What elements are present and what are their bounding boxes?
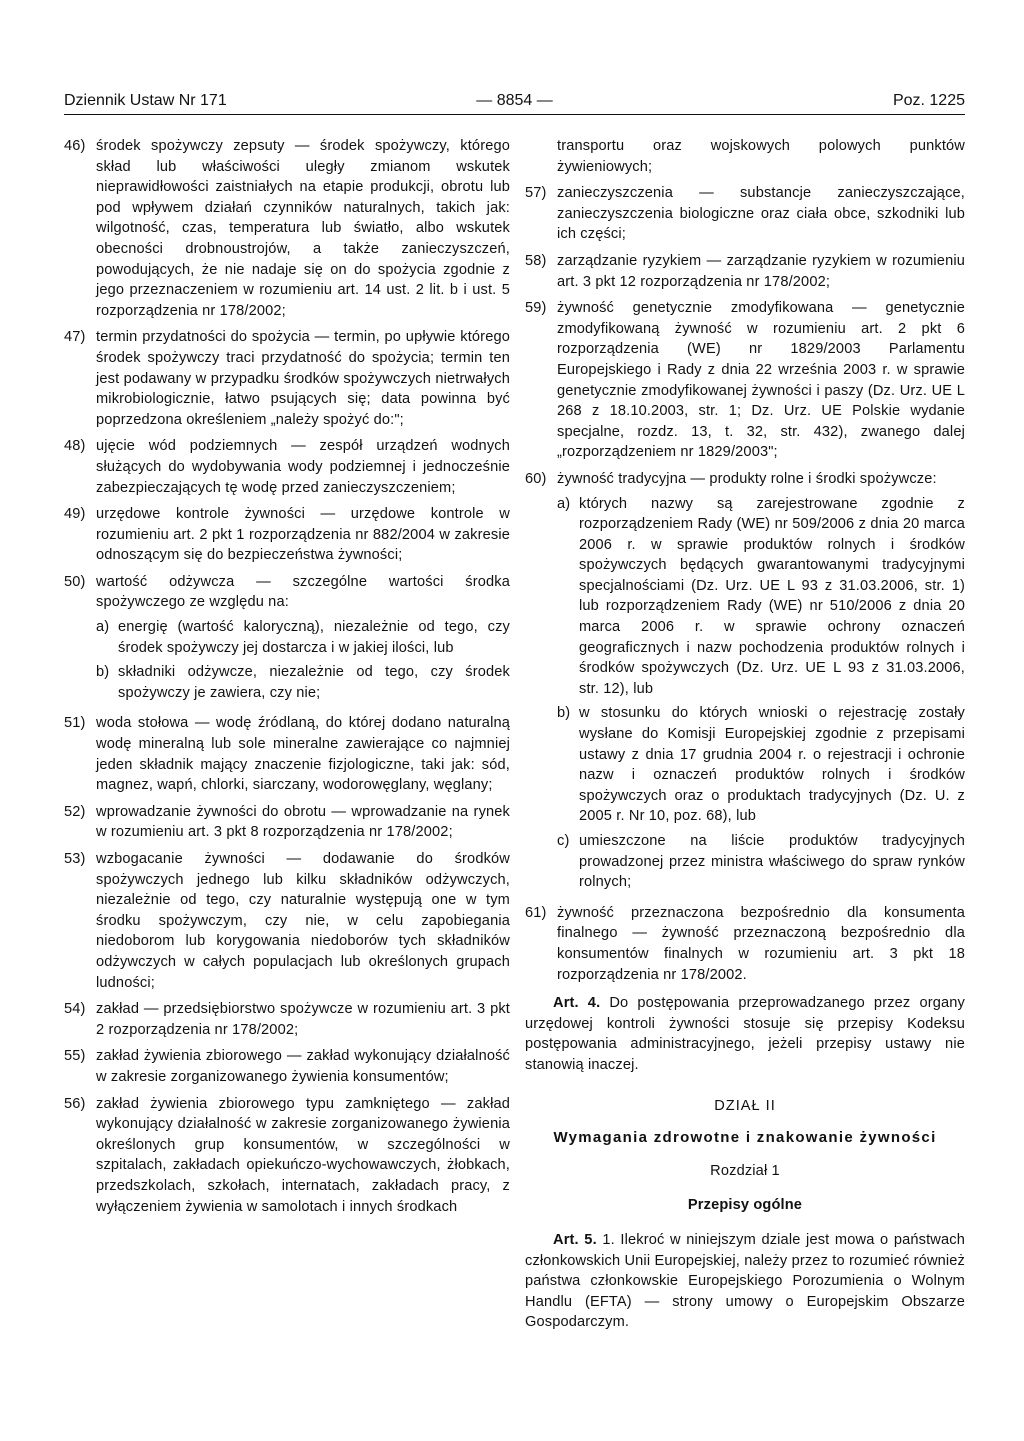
chapter-heading: Rozdział 1: [710, 1162, 780, 1179]
definition-text: żywność przeznaczona bezpośrednio dla konsumenta finalnego — żywność przeznaczoną bezpośrednio dla konsumentów finalnych w rozumieniu art. 3 pkt 18 rozporządzenia nr 178/2002.: [557, 904, 965, 983]
article-4: [525, 993, 965, 1075]
definition-body: [557, 251, 965, 292]
sub-item: [557, 703, 965, 827]
definition-number: 53): [64, 851, 86, 867]
definition-text: termin przydatności do spożycia — termin, po upływie którego środek spożywczy traci przydatność do spożycia; termin ten jest podawany w przypadku środków spożywczych nietrwałych mikrobiologicznie, łatwo psujących się; data powinna być poprzedzona określeniem „należy spożyć do:";: [96, 329, 510, 428]
definition-body: [96, 572, 510, 708]
definition-item: [64, 327, 510, 430]
definition-body: [96, 713, 510, 795]
definition-number: 58): [525, 252, 547, 269]
definition-number: 51): [64, 715, 86, 732]
definition-text: urzędowe kontrole żywności — urzędowe kontrole w rozumieniu art. 2 pkt 1 rozporządzenia nr 882/2004 w zakresie odnoszącym się do bezpieczeństwa żywności;: [96, 506, 510, 564]
article-4-text: Do postępowania przeprowadzanego przez organy urzędowej kontroli żywności stosuje się przepisy Kodeksu postępowania administracyjnego, jeżeli przepisy ustawy nie stanowią inaczej.: [525, 995, 965, 1073]
definition-item: [525, 183, 965, 245]
definition-number: 48): [64, 438, 86, 455]
article-5-text: 1. Ilekroć w niniejszym dziale jest mowa o państwach członkowskich Unii Europejskiej, należy przez to rozumieć również państwa członkowskie Europejskiego Porozumienia o Wolnym Handlu (EFTA) — strony umowy o Europejskim Obszarze Gospodarczym.: [525, 1231, 965, 1331]
definition-item: [64, 1046, 510, 1087]
definition-text: woda stołowa — wodę źródlaną, do której dodano naturalną wodę mineralną lub sole mineralne zawierające co najmniej jeden składnik mający znaczenie fizjologiczne, taki jak: sód, magnez, wapń, chlorki, siarczany, wodorowęglany, węglany;: [96, 715, 510, 794]
definition-text: wartość odżywcza — szczególne wartości środka spożywczego ze względu na:: [96, 573, 510, 611]
definition-text: żywność genetycznie zmodyfikowana — genetycznie zmodyfikowaną żywność w rozumieniu art. 2 pkt 6 rozporządzenia (WE) nr 1829/2003 Parlamentu Europejskiego i Rady z dnia 22 września 2003 r. w sprawie genetycznie zmodyfikowanej żywności i paszy (Dz. Urz. UE L 268 z 18.10.2003, str. 1; Dz. Urz. UE Polskie wydanie specjalne, rozdz. 13, t. 32, str. 432), zwanego dalej „rozporządzeniem nr 1829/2003";: [557, 300, 965, 461]
definition-text: wzbogacanie żywności — dodawanie do środków spożywczych jednego lub kilku składników odżywczych, niezależnie od tego, czy naturalnie występują one w tym środku spożywczym, czy nie, w celu zapobiegania niedoborom lub korygowania niedoborów tych składników odżywczych w całych populacjach lub określonych grupach ludności;: [96, 851, 510, 991]
definition-item: [64, 136, 510, 321]
definition-number: 50): [64, 573, 86, 590]
sub-item: [96, 617, 510, 658]
definition-item: [64, 1094, 510, 1218]
sub-item-text: składniki odżywcze, niezależnie od tego, czy środek spożywczy je zawiera, czy nie;: [118, 664, 510, 701]
sub-item: [557, 831, 965, 893]
chapter-title: Przepisy ogólne: [687, 1197, 803, 1214]
definition-item: [525, 251, 965, 292]
definition-item: [525, 298, 965, 463]
definition-text: zanieczyszczenia — substancje zanieczyszczające, zanieczyszczenia biologiczne oraz ciała obce, szkodniki lub ich części;: [557, 185, 965, 243]
sub-item-text: energię (wartość kaloryczną), niezależnie od tego, czy środek spożywczy jej dostarcza i w jakiej ilości, lub: [118, 619, 510, 656]
article-4-label: Art. 4.: [553, 995, 601, 1012]
definition-body: [557, 183, 965, 245]
division-heading: DZIAŁ II: [714, 1097, 776, 1114]
page-number: — 8854 —: [476, 92, 553, 109]
definition-text: wprowadzanie żywności do obrotu — wprowadzanie na rynek w rozumieniu art. 3 pkt 8 rozporządzenia nr 178/2002;: [96, 803, 510, 841]
sub-item: [557, 494, 965, 700]
sub-item-text: których nazwy są zarejestrowane zgodnie z rozporządzeniem Rady (WE) nr 509/2006 z dnia 20 marca 2006 r. w sprawie produktów rolnych i środków spożywczych będących gwarantowanymi tradycyjnymi specjalnościami (Dz. Urz. UE L 93 z 31.03.2006, str. 1) lub rozporządzeniem Rady (WE) nr 510/2006 z dnia 20 marca 2006 r. w sprawie ochrony oznaczeń geograficznych i nazw pochodzenia produktów rolnych i środków spożywczych (Dz. Urz. UE L 93 z 31.03.2006, str. 12), lub: [579, 495, 965, 697]
article-5-label: Art. 5.: [553, 1231, 597, 1248]
definition-body: [557, 298, 965, 463]
sub-item-letter: b): [96, 664, 110, 681]
definition-text: zarządzanie ryzykiem — zarządzanie ryzykiem w rozumieniu art. 3 pkt 12 rozporządzenia nr 178/2002;: [557, 252, 965, 290]
definition-body: [96, 1046, 510, 1087]
definition-continuation: transportu oraz wojskowych polowych punktów żywieniowych;: [557, 138, 965, 175]
right-definitions: [525, 183, 965, 985]
definition-body: [557, 469, 965, 897]
sub-item-letter: a): [96, 619, 110, 636]
definition-item: [64, 504, 510, 566]
definition-body: [557, 903, 965, 985]
definition-body: [96, 327, 510, 430]
definition-text: zakład — przedsiębiorstwo spożywcze w rozumieniu art. 3 pkt 2 rozporządzenia nr 178/2002;: [96, 1001, 510, 1038]
definition-number: 52): [64, 803, 86, 820]
definition-text: środek spożywczy zepsuty — środek spożywczy, którego skład lub właściwości uległy zmianom wskutek nieprawidłowości zaistniałych na etapie produkcji, obrotu lub pod wpływem działań czynników naturalnych, takich jak: wilgotność, czas, temperatura lub światło, albo wskutek obecności drobnoustrojów, a także zanieczyszczeń, powodujących, że nie nadaje się on do spożycia zgodnie z jego przeznaczeniem w rozumieniu art. 14 ust. 2 lit. b i ust. 5 rozporządzenia nr 178/2002;: [96, 138, 510, 319]
right-column: [525, 136, 965, 1341]
definition-number: 47): [64, 329, 86, 346]
definition-item: [64, 802, 510, 843]
sub-item-letter: b): [557, 705, 571, 722]
definition-text: zakład żywienia zbiorowego — zakład wykonujący działalność w zakresie zorganizowanego żywienia konsumentów;: [96, 1048, 510, 1085]
definition-number: 59): [525, 300, 547, 317]
definition-body: [96, 802, 510, 843]
definition-item: [64, 713, 510, 795]
definition-body: [96, 999, 510, 1040]
sub-item-text: w stosunku do których wnioski o rejestrację zostały wysłane do Komisji Europejskiej zgodnie z przepisami ustawy z dnia 17 grudnia 2004 r. o rejestracji i ochronie nazw i oznaczeń produktów rolnych i środków spożywczych oraz o produktach tradycyjnych (Dz. U. z 2005 r. Nr 10, poz. 68), lub: [579, 705, 965, 825]
definition-body: [96, 436, 510, 498]
definition-number: 46): [64, 138, 86, 154]
definition-item: [64, 572, 510, 708]
definition-body: [96, 1094, 510, 1218]
left-column: [64, 136, 510, 1223]
sub-item: [96, 662, 510, 703]
position-number: Poz. 1225: [892, 92, 965, 109]
sub-item-text: umieszczone na liście produktów tradycyjnych prowadzonej przez ministra właściwego do spraw rynków rolnych;: [579, 833, 965, 891]
journal-title: Dziennik Ustaw Nr 171: [64, 92, 227, 109]
definition-item: [525, 469, 965, 897]
page-header: [64, 88, 965, 115]
article-5: [525, 1230, 965, 1333]
definition-number: 55): [64, 1048, 86, 1065]
definition-body: [96, 136, 510, 321]
definition-body: [96, 849, 510, 993]
definition-item: [525, 903, 965, 985]
definition-body: [96, 504, 510, 566]
definition-text: ujęcie wód podziemnych — zespół urządzeń wodnych służących do wydobywania wody podziemnej i jednocześnie zabezpieczających tę wodę przed zanieczyszczeniem;: [96, 438, 510, 496]
sub-item-letter: c): [557, 833, 570, 849]
definition-number: 54): [64, 1001, 86, 1018]
definition-text: zakład żywienia zbiorowego typu zamkniętego — zakład wykonujący działalność w zakresie zorganizowanego żywienia określonych grup konsumentów, w szczególności w szpitalach, zakładach opiekuńczo-wychowawczych, żłobkach, przedszkolach, szkołach, internatach, zakładach pracy, z wyłączeniem żywienia w samolotach i innych środkach: [96, 1095, 510, 1215]
division-title: Wymagania zdrowotne i znakowanie żywności: [553, 1129, 937, 1147]
sub-item-letter: a): [557, 495, 571, 512]
definition-number: 60): [525, 470, 547, 487]
definition-item: [64, 436, 510, 498]
definition-number: 61): [525, 904, 547, 921]
definition-text: żywność tradycyjna — produkty rolne i środki spożywcze:: [557, 470, 937, 487]
definition-item: [64, 849, 510, 993]
definition-number: 56): [64, 1095, 86, 1112]
definition-number: 57): [525, 185, 547, 202]
definition-item: [64, 999, 510, 1040]
definition-number: 49): [64, 506, 86, 523]
